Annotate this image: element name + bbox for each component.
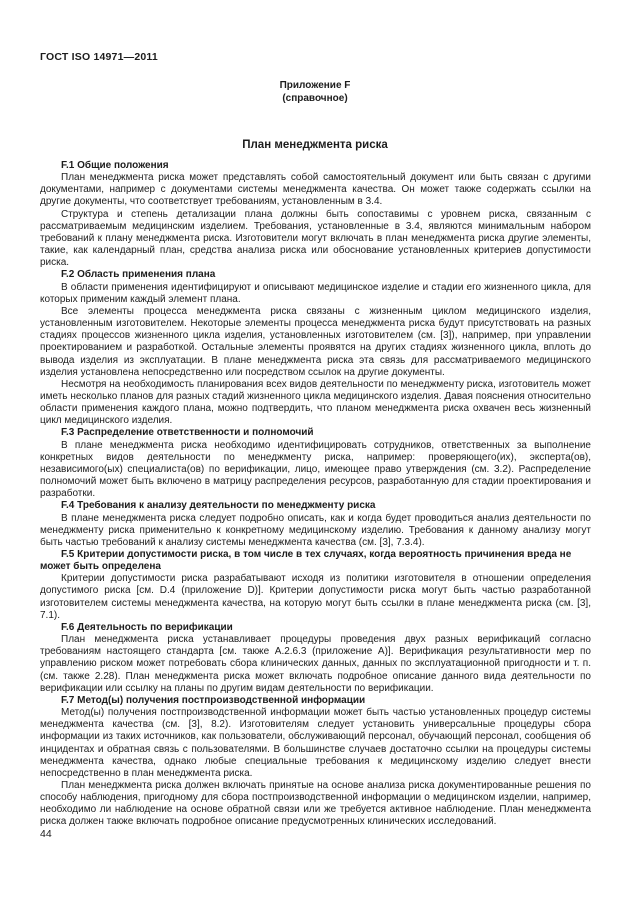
paragraph: В плане менеджмента риска необходимо идентифицировать сотрудников, ответственных за выполнение конкретных видов деятельности по менеджменту риска, например: проверяющего(их), эксперта(ов), независимого(ых) специалиста(ов) по верификации, лицо, имеющее право утверждения (см. 3.2). Распределение полномочий может быть включено в матрицу распределения ресурсов, разработанную для стадии проектирования и разработки. (40, 439, 591, 500)
section-heading-f5: F.5 Критерии допустимости риска, в том числе в тех случаях, когда вероятность причинения вреда не может быть определена (40, 549, 572, 573)
section-heading-f6: F.6 Деятельность по верификации (61, 621, 233, 633)
paragraph: Несмотря на необходимость планирования всех видов деятельности по менеджменту риска, изготовитель может иметь несколько планов для разных стадий жизненного цикла медицинского изделия. Давая пояснения относительно области применения каждого плана, можно подтвердить, что планом менеджмента риска охвачен весь жизненный цикл медицинского изделия. (40, 378, 591, 427)
document-header: ГОСТ ISO 14971—2011 (40, 51, 158, 63)
section-heading-f3: F.3 Распределение ответственности и полномочий (61, 427, 314, 439)
paragraph: Критерии допустимости риска разрабатывают исходя из политики изготовителя в отношении определения допустимого риска [см. D.4 (приложение D)]. Критерии допустимости риска могут быть частью разработанной изготовителем системы менеджмента качества, на которую могут быть ссылки в плане менеджмента риска (см. [3], 7.1). (40, 573, 591, 621)
section-heading-f4: F.4 Требования к анализу деятельности по менеджменту риска (61, 500, 376, 512)
section-heading-f2: F.2 Область применения плана (61, 269, 216, 281)
page-number: 44 (40, 828, 52, 840)
paragraph: Метод(ы) получения постпроизводственной информации может быть частью установленных процедур системы менеджмента качества (см. [3], 8.2). Изготовителям следует установить универсальные процедуры сбора информации из таких источников, как пользователи, обслуживающий персонал, обучающий персонал, сообщения об инцидентах и обратная связь с пользователями. В большинстве случаев достаточно ссылки на процедуры системы менеджмента качества, однако любые специальные требования к медицинскому изделию следует внести непосредственно в план менеджмента риска. (40, 707, 591, 779)
paragraph: План менеджмента риска может представлять собой самостоятельный документ или быть связан с другими документами, например с документами системы менеджмента качества. Он может также содержать ссылки на другие документы, что соответствует требованиям, установленным в 3.4. (40, 172, 591, 208)
section-heading-f7: F.7 Метод(ы) получения постпроизводственной информации (61, 694, 366, 706)
section-heading-f1: F.1 Общие положения (61, 160, 169, 171)
annex-block (0, 80, 630, 105)
annex-type: (справочное) (282, 92, 348, 104)
paragraph: Структура и степень детализации плана должны быть сопоставимы с уровнем риска, связанным с рассматриваемым медицинским изделием. Требования, установленные в 3.4, являются минимальным набором требований к плану менеджмента риска. Изготовители могут включать в план менеджмента риска другие элементы, такие, как календарный план, средства анализа риска или обоснование установленных критериев допустимости риска. (40, 208, 591, 269)
paragraph: В плане менеджмента риска следует подробно описать, как и когда будет проводиться анализ деятельности по менеджменту риска применительно к конкретному медицинскому изделию. Требования к данному анализу могут быть частью требований к анализу системы менеджмента качества (см. [3], 7.3.4). (40, 512, 591, 548)
paragraph: План менеджмента риска устанавливает процедуры проведения двух разных верификаций согласно требованиям настоящего стандарта [см. также А.2.6.3 (приложение А)]. Верификация результативности мер по управлению риском может потребовать сбора клинических данных, данных по эксплуатационной пригодности и т. п. (см. также 2.28). План менеджмента риска может включать подробное описание данного вида деятельности по верификации или ссылку на планы по другим видам деятельности по верификации. (40, 634, 591, 694)
paragraph: План менеджмента риска должен включать принятые на основе анализа риска документированные решения по способу наблюдения, пригодному для сбора постпроизводственной информации о медицинском изделии, например, необходимо ли наблюдение на основе обратной связи или же требуется активное наблюдение. План менеджмента риска должен также включать подробное описание предусмотренных клинических исследований. (40, 779, 591, 828)
paragraph: В области применения идентифицируют и описывают медицинское изделие и стадии его жизненного цикла, для которых применим каждый элемент плана. (40, 281, 591, 305)
annex-label: Приложение F (279, 80, 351, 91)
paragraph: Все элементы процесса менеджмента риска связаны с жизненным циклом медицинского изделия, установленным изготовителем. Некоторые элементы процесса менеджмента риска будут присутствовать на разных стадиях процессов жизненного цикла изделия, установленных изготовителем (см. [3]), например, при управлении проектированием и разработкой. Остальные элементы проявятся на других стадиях жизненного цикла, вплоть до вывода изделия из эксплуатации. В плане менеджмента риска эта связь для рассматриваемого медицинского изделия установлена непосредственно или посредством ссылок на другие документы. (40, 305, 591, 378)
document-body (40, 160, 591, 829)
page-title: План менеджмента риска (242, 139, 388, 151)
